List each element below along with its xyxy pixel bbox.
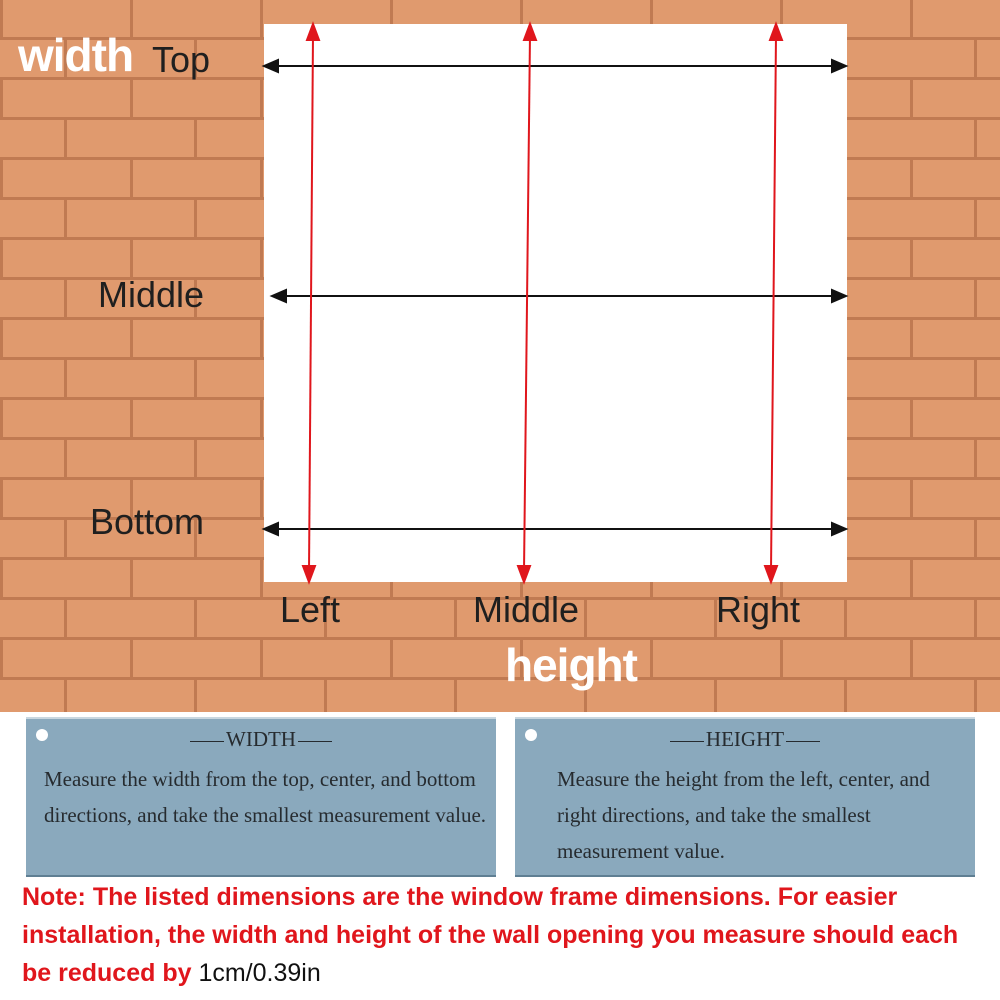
height-panel-text: Measure the height from the left, center, and right directions, and take the smallest measurement value.: [557, 767, 930, 863]
row-label-bottom: Bottom: [90, 501, 205, 542]
column-label-middle: Middle: [473, 589, 580, 630]
width-panel-title: [26, 729, 496, 750]
row-label-top: Top: [152, 39, 211, 80]
window-opening: [264, 24, 847, 582]
title-rule: [190, 741, 224, 742]
column-label-right: Right: [716, 589, 801, 630]
column-label-left: Left: [280, 589, 341, 630]
width-heading: width: [18, 29, 134, 81]
title-rule: [670, 741, 704, 742]
note-unit: 1cm/0.39in: [198, 959, 321, 987]
title-rule: [298, 741, 332, 742]
width-panel-text: Measure the width from the top, center, and bottom directions, and take the smallest measurement value.: [44, 767, 487, 827]
note-text: Note: The listed dimensions are the window frame dimensions. For easier installation, the width and height of the wall opening you measure should each be reduced by: [22, 883, 959, 987]
width-panel-title-text: WIDTH: [226, 727, 296, 751]
width-instruction-panel: [26, 717, 496, 877]
height-instruction-panel: [515, 717, 975, 877]
row-label-middle: Middle: [98, 274, 205, 315]
height-heading: height: [505, 639, 637, 691]
title-rule: [786, 741, 820, 742]
height-panel-title-text: HEIGHT: [705, 727, 785, 751]
installation-note: [22, 878, 992, 992]
height-panel-title: [515, 729, 975, 750]
